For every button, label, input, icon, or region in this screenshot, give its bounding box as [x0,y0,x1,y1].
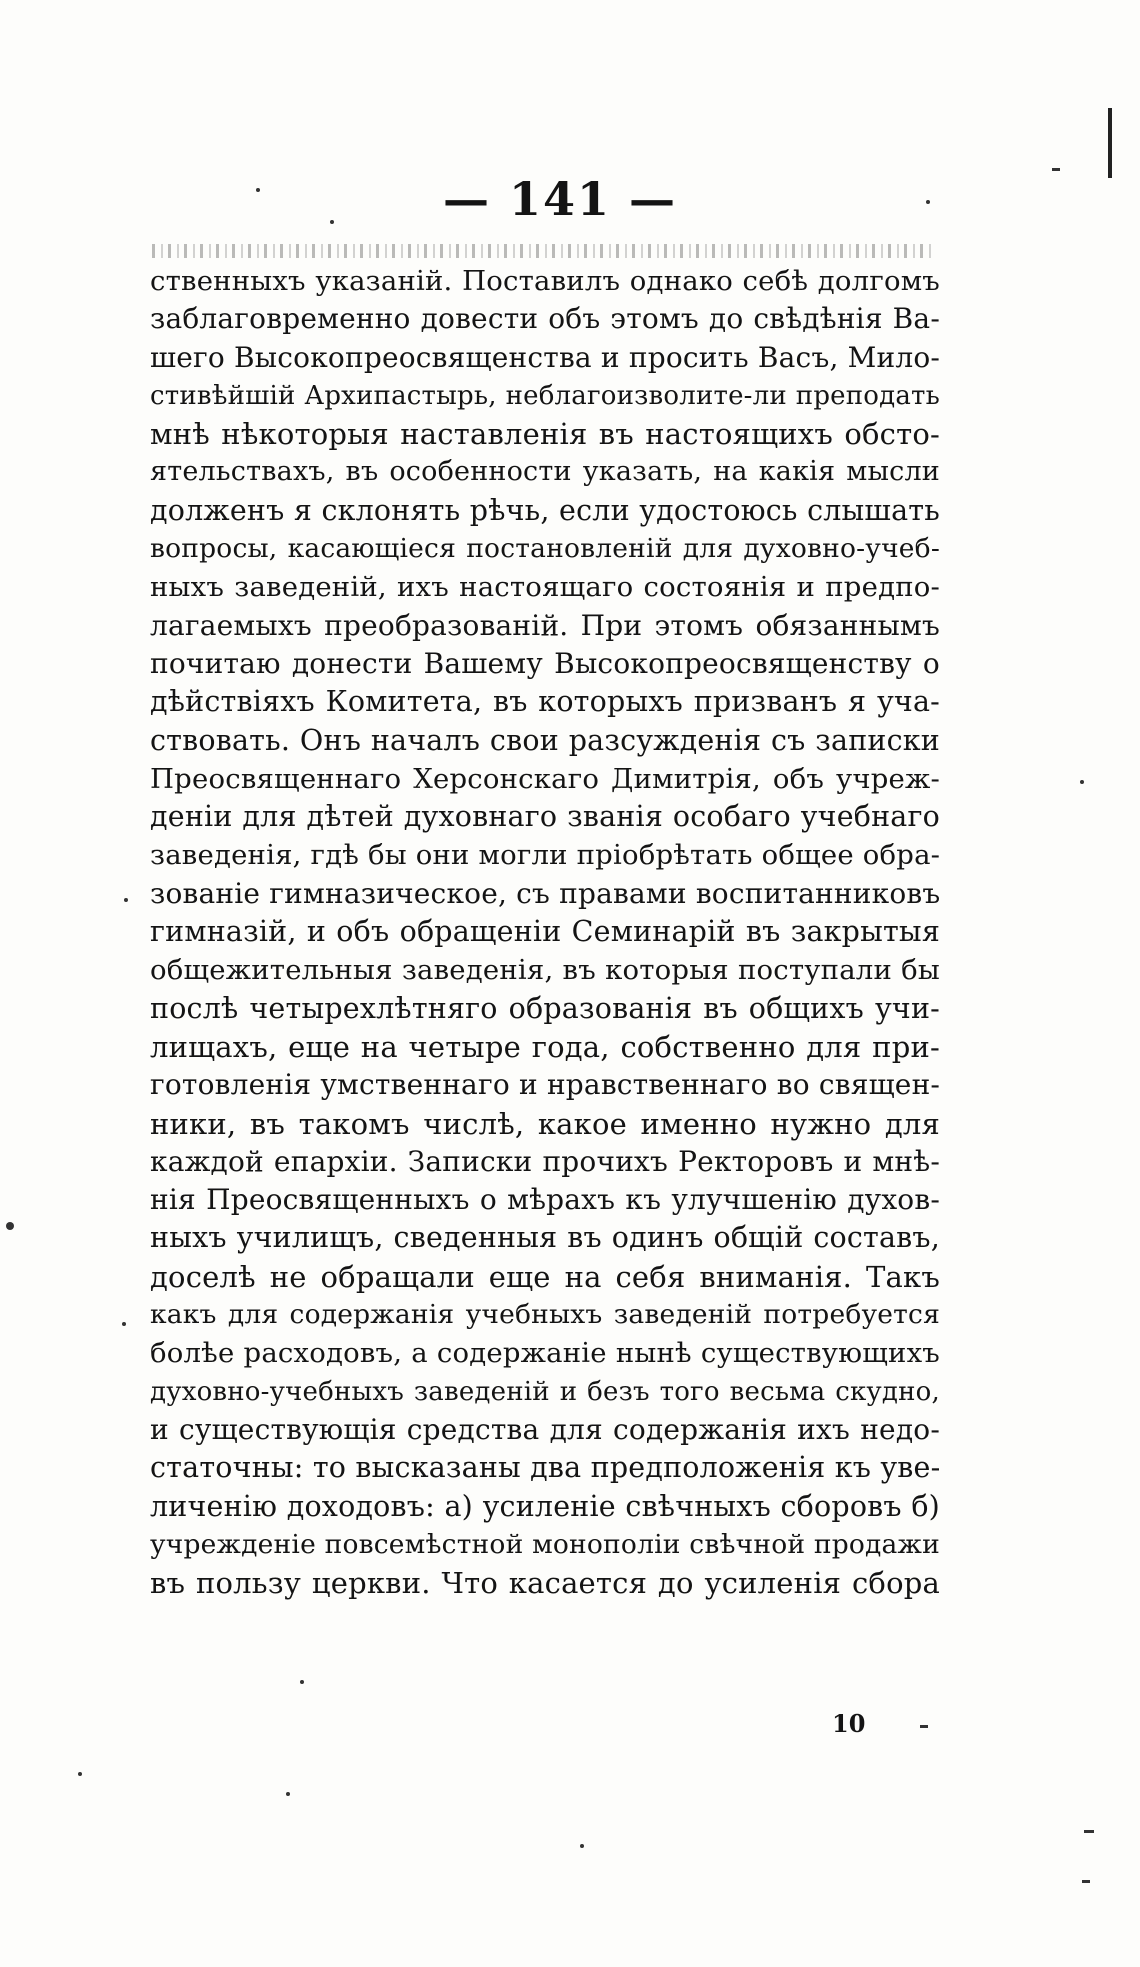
text-line: дѣйствіяхъ Комитета, въ которыхъ призванъ я уча- [150,685,940,719]
scan-speck [926,200,930,204]
text-line: лагаемыхъ преобразованій. При этомъ обязаннымъ [150,608,940,642]
text-line: въ пользу церкви. Что касается до усиленія сбора [150,1566,940,1601]
text-line: доселѣ не обращали еще на себя вниманія. Такъ [150,1259,940,1294]
scan-speck [124,898,128,902]
text-line: мнѣ нѣкоторыя наставленія въ настоящихъ обсто- [150,417,940,452]
text-line: послѣ четырехлѣтняго образованія въ общихъ учи- [150,991,940,1025]
text-line: ныхъ заведеній, ихъ настоящаго состоянія и предпо- [150,571,940,604]
page-edge-mark [1108,108,1112,178]
scan-tick [920,1725,928,1728]
text-line: и существующія средства для содержанія ихъ недо- [150,1412,940,1446]
text-line: какъ для содержанія учебныхъ заведеній потребуется [150,1299,940,1331]
text-line: общежительныя заведенія, въ которыя поступали бы [150,954,940,987]
scan-speck [1080,780,1084,784]
text-line: статочны: то высказаны два предположенія къ уве- [150,1451,941,1485]
scan-tick [1082,1880,1090,1883]
text-line: ятельствахъ, въ особенности указать, на какія мысли [150,456,940,488]
scan-speck [580,1844,584,1848]
scan-speck [330,220,334,224]
text-line: заведенія, гдѣ бы они могли пріобрѣтать общее обра- [150,839,941,872]
text-line: стивѣйшій Архипастырь, неблагоизволите-ли преподать [150,380,940,411]
text-line: почитаю донести Вашему Высокопреосвященству о [150,646,940,680]
scan-speck [122,1322,126,1326]
scan-speck [78,1772,82,1776]
text-line: нія Преосвященныхъ о мѣрахъ къ улучшенію духов- [150,1183,940,1217]
text-line: лищахъ, еще на четыре года, собственно для при- [150,1029,940,1064]
text-line: ныхъ училищъ, сведенныя въ одинъ общій составъ, [150,1221,940,1255]
text-line: учрежденіе повсемѣстной монополіи свѣчной продажи [150,1528,940,1560]
scan-speck [300,1680,304,1684]
body-text [150,262,940,1602]
text-line: ственныхъ указаній. Поставилъ однако себѣ долгомъ [150,265,940,297]
text-line: личенію доходовъ: а) усиленіе свѣчныхъ сборовъ б) [150,1489,940,1523]
text-line: болѣе расходовъ, а содержаніе нынѣ существующихъ [150,1337,940,1370]
text-line: ствовать. Онъ началъ свои разсужденія съ записки [150,723,940,757]
text-line: Преосвященнаго Херсонскаго Димитрія, объ учреж- [150,762,940,795]
scan-tick [1084,1830,1094,1833]
text-line: шего Высокопреосвященства и просить Васъ, Мило- [150,340,941,374]
text-line: вопросы, касающіеся постановленій для духовно-учеб- [150,533,940,565]
scan-speck [256,188,260,192]
text-line: готовленія умственнаго и нравственнаго во священ- [150,1068,941,1102]
text-line: ники, въ такомъ числѣ, какое именно нужно для [150,1106,940,1141]
text-line: деніи для дѣтей духовнаго званія особаго учебнаго [150,800,940,834]
text-line: заблаговременно довести объ этомъ до свѣдѣнія Ва- [150,302,940,336]
scan-tick [1052,168,1060,171]
text-line: зованіе гимназическое, съ правами воспитанниковъ [150,876,941,910]
text-line: духовно-учебныхъ заведеній и безъ того весьма скудно, [150,1376,940,1407]
text-line: гимназій, и объ обращеніи Семинарій въ закрытыя [150,915,940,949]
signature-mark: 10 [832,1709,866,1738]
scan-speck [286,1792,290,1796]
page-number: — 141 — [442,172,678,226]
text-line: долженъ я склонять рѣчь, если удостоюсь слышать [150,493,940,527]
text-line: каждой епархіи. Записки прочихъ Ректоровъ и мнѣ- [150,1144,940,1178]
bleed-through-line [152,244,936,258]
scan-speck [6,1222,14,1230]
